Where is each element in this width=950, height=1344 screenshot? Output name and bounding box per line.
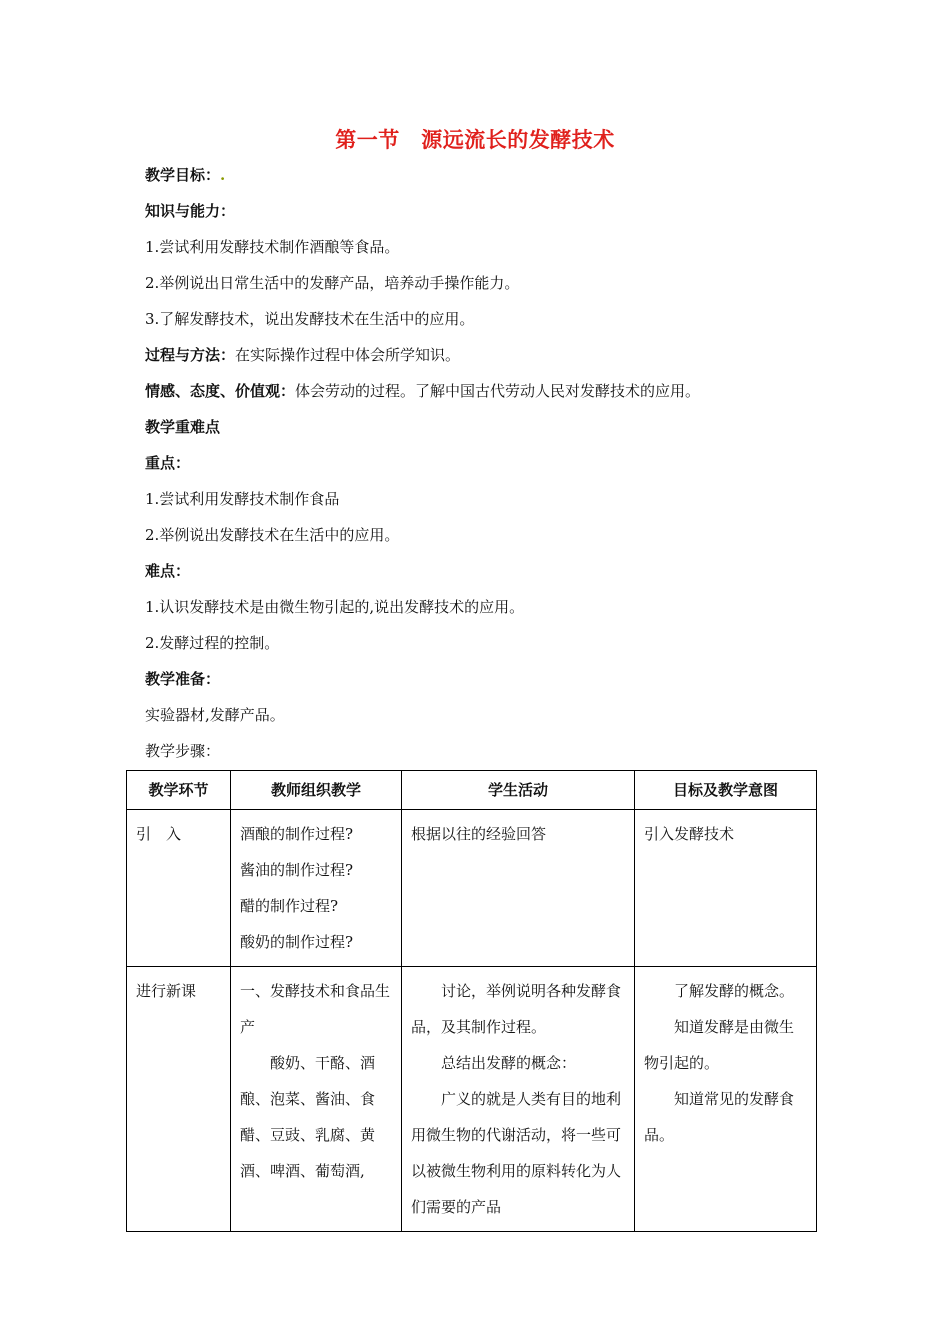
prep-text: 实验器材,发酵产品。	[145, 706, 285, 724]
knowledge-item-3: 3.了解发酵技术，说出发酵技术在生活中的应用。	[145, 310, 475, 328]
cell-stage: 进行新课	[127, 967, 231, 1232]
cell-student	[402, 967, 635, 1232]
teaching-steps-table	[126, 770, 817, 1232]
emotion-label: 情感、态度、价值观：	[145, 382, 296, 400]
difficult-item-1: 1.认识发酵技术是由微生物引起的,说出发酵技术的应用。	[145, 598, 525, 616]
student-paragraph: 总结出发酵的概念：	[441, 1054, 577, 1072]
teacher-question: 酱油的制作过程?	[240, 861, 354, 879]
process-line	[145, 344, 460, 365]
teacher-food-list: 酸奶、干酪、酒酿、泡菜、酱油、食醋、豆豉、乳腐、黄酒、啤酒、葡萄酒,	[240, 1054, 376, 1180]
steps-label: 教学步骤：	[145, 742, 221, 760]
difficult-item-2: 2.发酵过程的控制。	[145, 634, 280, 652]
cell-goal: 引入发酵技术	[635, 810, 817, 967]
teacher-section-title: 一、发酵技术和食品生产	[240, 982, 391, 1036]
key-item-2: 2.举例说出发酵技术在生活中的应用。	[145, 526, 400, 544]
key-item-1: 1.尝试利用发酵技术制作食品	[145, 490, 340, 508]
prep-heading: 教学准备：	[145, 670, 221, 688]
table-row	[127, 810, 817, 967]
objectives-mark: .	[220, 166, 226, 184]
student-paragraph: 讨论，举例说明各种发酵食品，及其制作过程。	[411, 982, 622, 1036]
emotion-line	[145, 380, 700, 401]
objectives-heading-line	[145, 164, 225, 185]
process-label: 过程与方法：	[145, 346, 236, 364]
teacher-question: 酒酿的制作过程?	[240, 825, 354, 843]
goal-paragraph: 了解发酵的概念。	[674, 982, 795, 1000]
student-paragraph: 广义的就是人类有目的地利用微生物的代谢活动，将一些可以被微生物利用的原料转化为人们需要的产品	[411, 1090, 622, 1216]
header-student: 学生活动	[402, 771, 635, 810]
cell-student: 根据以往的经验回答	[402, 810, 635, 967]
header-stage: 教学环节	[127, 771, 231, 810]
knowledge-heading: 知识与能力：	[145, 202, 236, 220]
teacher-question: 酸奶的制作过程?	[240, 933, 354, 951]
goal-paragraph: 知道发酵是由微生物引起的。	[644, 1018, 795, 1072]
table-header-row	[127, 771, 817, 810]
cell-stage: 引 入	[127, 810, 231, 967]
goal-paragraph: 知道常见的发酵食品。	[644, 1090, 795, 1144]
knowledge-item-2: 2.举例说出日常生活中的发酵产品，培养动手操作能力。	[145, 274, 520, 292]
objectives-heading: 教学目标：	[145, 166, 221, 184]
emotion-text: 体会劳动的过程。了解中国古代劳动人民对发酵技术的应用。	[295, 382, 701, 400]
difficult-heading: 难点：	[145, 562, 191, 580]
keypoints-heading: 教学重难点	[145, 418, 221, 436]
cell-teacher	[231, 967, 402, 1232]
process-text: 在实际操作过程中体会所学知识。	[235, 346, 461, 364]
cell-teacher	[231, 810, 402, 967]
header-goal: 目标及教学意图	[635, 771, 817, 810]
cell-goal	[635, 967, 817, 1232]
page-title: 第一节 源远流长的发酵技术	[335, 128, 615, 152]
table-row	[127, 967, 817, 1232]
knowledge-item-1: 1.尝试利用发酵技术制作酒酿等食品。	[145, 238, 400, 256]
key-heading: 重点：	[145, 454, 191, 472]
header-teacher: 教师组织教学	[231, 771, 402, 810]
teacher-question: 醋的制作过程?	[240, 897, 339, 915]
